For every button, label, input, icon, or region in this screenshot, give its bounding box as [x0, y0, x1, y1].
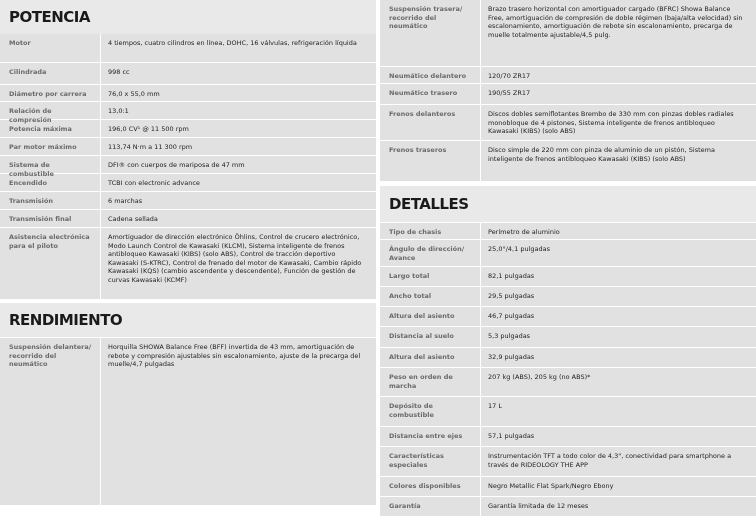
spec-value: 6 marchas: [100, 192, 376, 209]
spec-row: [0, 173, 376, 191]
spec-value: 998 cc: [100, 63, 376, 84]
spec-value: Instrumentación TFT a todo color de 4,3", conectividad para smartphone a través de RIDEOLOGY THE APP: [480, 447, 756, 476]
spec-value: Brazo trasero horizontal con amortiguador cargado (BFRC) Showa Balance Free, amortiguación de compresión de doble régimen (baja/alta velocidad) sin escalonamiento, amortiguación de rebote sin escalonamiento, precarga de muelle totalmente ajustable/4,5 pulg.: [480, 0, 756, 66]
spec-label: Transmisión: [9, 197, 53, 205]
section-potencia: [0, 0, 376, 299]
spec-row: [0, 62, 376, 84]
spec-table-potencia: [0, 34, 376, 299]
spec-value: TCBI con electronic advance: [100, 174, 376, 191]
spec-row: [0, 209, 376, 227]
spec-label: Altura del asiento: [389, 353, 455, 361]
spec-value: 13,0:1: [100, 102, 376, 119]
spec-label: Suspensión trasera/ recorrido del neumático: [389, 5, 463, 30]
spec-value: 17 L: [480, 397, 756, 426]
section-header: [0, 0, 376, 34]
spec-row: [0, 119, 376, 137]
spec-label: Suspensión delantera/ recorrido del neumático: [9, 343, 92, 368]
spec-row: [380, 239, 756, 266]
spec-label: Diámetro por carrera: [9, 90, 87, 98]
spec-row: [0, 337, 376, 385]
spec-label: Frenos traseros: [389, 146, 447, 154]
spec-row: [380, 83, 756, 104]
spec-value: 25,0°/4,1 pulgadas: [480, 240, 756, 266]
spec-row: [0, 191, 376, 209]
spec-label: Depósito de combustible: [389, 402, 434, 419]
spec-label: Distancia entre ejes: [389, 432, 463, 440]
spec-value: Perímetro de aluminio: [480, 223, 756, 239]
spec-label: Altura del asiento: [389, 312, 455, 320]
spec-label: Neumático delantero: [389, 72, 467, 80]
spec-row: [380, 426, 756, 446]
spec-row: [0, 101, 376, 124]
spec-row: [0, 155, 376, 178]
section-header: [380, 186, 756, 222]
spec-value: DFI® con cuerpos de mariposa de 47 mm: [100, 156, 376, 173]
spec-label: Ancho total: [389, 292, 432, 300]
spec-label: Asistencia electrónica para el piloto: [9, 233, 90, 250]
spec-row: [380, 140, 756, 181]
spec-value: 46,7 pulgadas: [480, 307, 756, 326]
spec-label: Colores disponibles: [389, 482, 461, 490]
left-column: [0, 0, 376, 505]
spec-row: [380, 306, 756, 326]
spec-row: [380, 347, 756, 367]
spec-label: Peso en orden de marcha: [389, 373, 453, 390]
spec-label: Encendido: [9, 179, 47, 187]
spec-row: [380, 266, 756, 286]
section-rendimiento: [0, 303, 376, 505]
spec-row: [380, 326, 756, 347]
spec-label: Cilindrada: [9, 68, 47, 76]
spec-value: 113,74 N·m a 11 300 rpm: [100, 138, 376, 155]
spec-row: [0, 84, 376, 101]
spec-value: Discos dobles semiflotantes Brembo de 330 mm con pinzas dobles radiales monobloque de 4 pistones, Sistema inteligente de frenos antibloqueo Kawasaki (KIBS) (solo ABS): [480, 105, 756, 140]
spec-value: Horquilla SHOWA Balance Free (BFF) invertida de 43 mm, amortiguación de rebote y compresión ajustables sin escalonamiento, ajuste de la precarga del muelle/4,7 pulgadas: [100, 338, 376, 385]
spec-row: [380, 222, 756, 239]
spec-row: [380, 446, 756, 476]
spec-row: [0, 137, 376, 155]
spec-label: Neumático trasero: [389, 89, 458, 97]
spec-label: Transmisión final: [9, 215, 72, 223]
spec-row: [380, 496, 756, 516]
spec-row: [380, 286, 756, 306]
spec-label: Par motor máximo: [9, 143, 77, 151]
spec-value: 82,1 pulgadas: [480, 267, 756, 286]
section-title-potencia: POTENCIA: [9, 8, 90, 26]
spec-row: [380, 367, 756, 396]
spec-value: 120/70 ZR17: [480, 67, 756, 83]
spec-value: 4 tiempos, cuatro cilindros en línea, DOHC, 16 válvulas, refrigeración líquida: [100, 34, 376, 62]
spec-row: [380, 476, 756, 496]
spec-value: Amortiguador de dirección electrónico Öhlins, Control de crucero electrónico, Modo Launch Control de Kawasaki (KLCM), Sistema inteligente de frenos antibloqueo Kawasaki (KIBS) (solo ABS), Control de tracción deportivo Kawasaki (S-KTRC), Control de frenado del motor de Kawasaki, Cambio rápido Kawasaki (KQS) (cambio ascendente y descendente), Función de gestión de curvas Kawasaki (KCMF): [100, 228, 376, 299]
spec-row: [380, 396, 756, 426]
row-continuation: [0, 385, 376, 505]
spec-value: Negro Metallic Flat Spark/Negro Ebony: [480, 477, 756, 496]
spec-value: 5,3 pulgadas: [480, 327, 756, 347]
spec-value: 190/55 ZR17: [480, 84, 756, 104]
section-title-detalles: DETALLES: [389, 195, 469, 213]
spec-value: 76,0 x 55,0 mm: [100, 85, 376, 101]
section-rendimiento-continued: [380, 0, 756, 181]
spec-row: [380, 104, 756, 140]
section-detalles: [380, 186, 756, 516]
section-title-rendimiento: RENDIMIENTO: [9, 311, 123, 329]
spec-label: Distancia al suelo: [389, 332, 454, 340]
spec-label: Frenos delanteros: [389, 110, 456, 118]
spec-label: Relación de compresión: [9, 107, 52, 124]
spec-row: [0, 34, 376, 62]
spec-row: [380, 66, 756, 83]
spec-label: Tipo de chasis: [389, 228, 442, 236]
spec-value: 207 kg (ABS), 205 kg (no ABS)*: [480, 368, 756, 396]
spec-label: Ángulo de dirección/ Avance: [389, 245, 465, 262]
spec-row: [0, 227, 376, 299]
spec-label: Características especiales: [389, 452, 444, 469]
spec-value: Disco simple de 220 mm con pinza de aluminio de un pistón, Sistema inteligente de frenos antibloqueo Kawasaki (KIBS) (solo ABS): [480, 141, 756, 181]
right-column: [380, 0, 756, 516]
spec-row: [380, 0, 756, 66]
spec-value: 57,1 pulgadas: [480, 427, 756, 446]
spec-label: Potencia máxima: [9, 125, 72, 133]
spec-label: Garantía: [389, 502, 421, 510]
spec-value: 32,9 pulgadas: [480, 348, 756, 367]
spec-value: 29,5 pulgadas: [480, 287, 756, 306]
spec-label: Largo total: [389, 272, 430, 280]
spec-label: Motor: [9, 39, 31, 47]
section-header: [0, 303, 376, 337]
spec-value: Garantía limitada de 12 meses: [480, 497, 756, 516]
spec-value: 196,0 CV¹ @ 11 500 rpm: [100, 120, 376, 137]
spec-value: Cadena sellada: [100, 210, 376, 227]
spec-label: Sistema de combustible: [9, 161, 54, 178]
